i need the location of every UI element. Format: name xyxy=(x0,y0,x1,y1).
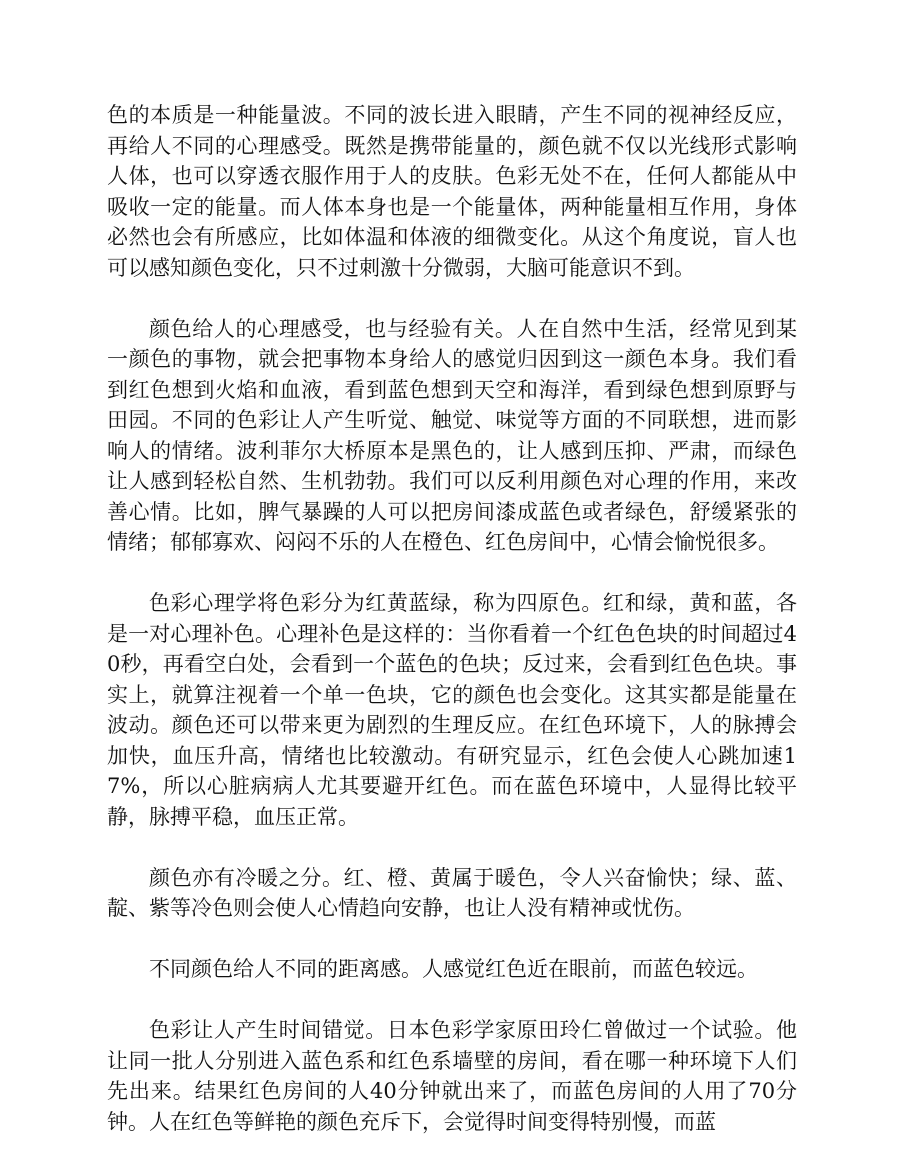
paragraph-6: 色彩让人产生时间错觉。日本色彩学家原田玲仁曾做过一个试验。他让同一批人分别进入蓝色系和红色系墙壁的房间，看在哪一种环境下人们先出来。结果红色房间的人40分钟就出来了，而蓝色房间的人用了70分钟。人在红色等鲜艳的颜色充斥下，会觉得时间变得特别慢，而蓝 xyxy=(107,1018,797,1134)
paragraph-5: 不同颜色给人不同的距离感。人感觉红色近在眼前，而蓝色较远。 xyxy=(149,957,758,981)
paragraph-4: 颜色亦有冷暖之分。红、橙、黄属于暖色，令人兴奋愉快；绿、蓝、靛、紫等冷色则会使人心情趋向安静，也让人没有精神或忧伤。 xyxy=(107,865,797,920)
paragraph-3: 色彩心理学将色彩分为红黄蓝绿，称为四原色。红和绿，黄和蓝，各是一对心理补色。心理补色是这样的：当你看着一个红色色块的时间超过40秒，再看空白处，会看到一个蓝色的色块；反过来，会看到红色色块。事实上，就算注视着一个单一色块，它的颜色也会变化。这其实都是能量在波动。颜色还可以带来更为剧烈的生理反应。在红色环境下，人的脉搏会加快，血压升高，情绪也比较激动。有研究显示，红色会使人心跳加速17%，所以心脏病病人尤其要避开红色。而在蓝色环境中，人显得比较平静，脉搏平稳，血压正常。 xyxy=(107,591,797,829)
document-body xyxy=(107,100,797,1137)
paragraph-2: 颜色给人的心理感受，也与经验有关。人在自然中生活，经常见到某一颜色的事物，就会把事物本身给人的感觉归因到这一颜色本身。我们看到红色想到火焰和血液，看到蓝色想到天空和海洋，看到绿色想到原野与田园。不同的色彩让人产生听觉、触觉、味觉等方面的不同联想，进而影响人的情绪。波利菲尔大桥原本是黑色的，让人感到压抑、严肃，而绿色让人感到轻松自然、生机勃勃。我们可以反利用颜色对心理的作用，来改善心情。比如，脾气暴躁的人可以把房间漆成蓝色或者绿色，舒缓紧张的情绪；郁郁寡欢、闷闷不乐的人在橙色、红色房间中，心情会愉悦很多。 xyxy=(107,316,797,554)
paragraph-1: 色的本质是一种能量波。不同的波长进入眼睛，产生不同的视神经反应，再给人不同的心理感受。既然是携带能量的，颜色就不仅以光线形式影响人体，也可以穿透衣服作用于人的皮肤。色彩无处不在，任何人都能从中吸收一定的能量。而人体本身也是一个能量体，两种能量相互作用，身体必然也会有所感应，比如体温和体液的细微变化。从这个角度说，盲人也可以感知颜色变化，只不过刺激十分微弱，大脑可能意识不到。 xyxy=(107,103,797,280)
